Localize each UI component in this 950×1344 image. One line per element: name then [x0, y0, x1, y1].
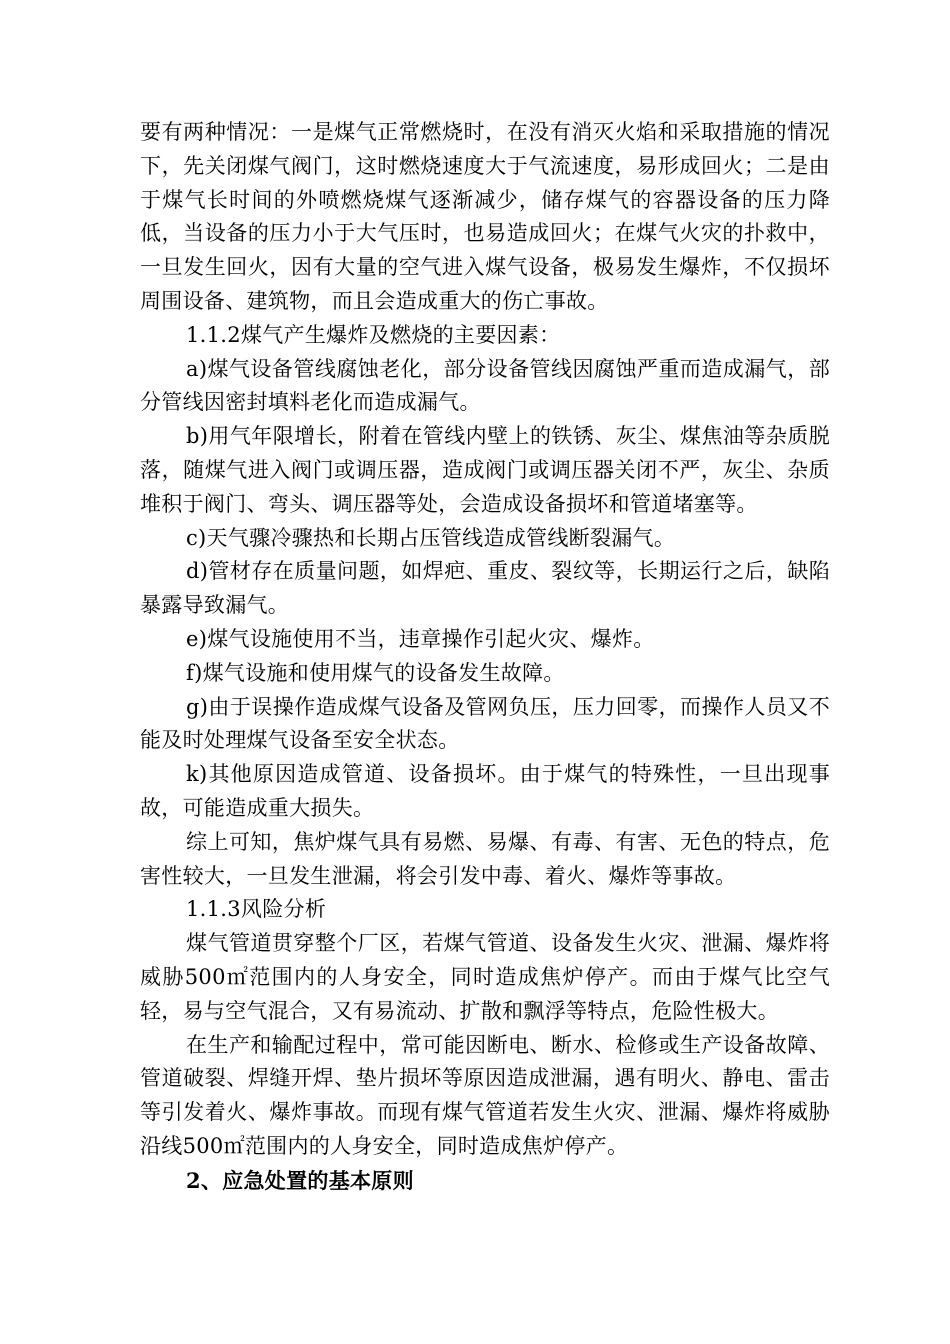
list-item-f: f)煤气设施和使用煤气的设备发生故障。 [186, 660, 565, 685]
list-item-c: c)天气骤冷骤热和长期占压管线造成管线断裂漏气。 [186, 525, 676, 550]
list-item-e: e)煤气设施使用不当，违章操作引起火灾、爆炸。 [186, 626, 655, 651]
paragraph-summary: 综上可知，焦炉煤气具有易燃、易爆、有毒、有害、无色的特点，危害性较大，一旦发生泄漏，将会引发中毒、着火、爆炸等事故。 [140, 829, 830, 888]
paragraph-gas-backfire: 要有两种情况：一是煤气正常燃烧时，在没有消灭火焰和采取措施的情况下，先关闭煤气阀门，这时燃烧速度大于气流速度，易形成回火；二是由于煤气长时间的外喷燃烧煤气逐渐减少，储存煤气的容器设备的压力降低，当设备的压力小于大气压时，也易造成回火；在煤气火灾的扑救中，一旦发生回火，因有大量的空气进入煤气设备，极易发生爆炸，不仅损坏周围设备、建筑物，而且会造成重大的伤亡事故。 [140, 120, 830, 313]
list-item-g: g)由于误操作造成煤气设备及管网负压，压力回零，而操作人员又不能及时处理煤气设备至安全状态。 [140, 694, 830, 753]
list-item-k: k)其他原因造成管道、设备损坏。由于煤气的特殊性，一旦出现事故，可能造成重大损失。 [140, 762, 830, 820]
list-item-d: d)管材存在质量问题，如焊疤、重皮、裂纹等，长期运行之后，缺陷暴露导致漏气。 [140, 559, 830, 618]
paragraph-risk-pipeline: 煤气管道贯穿整个厂区，若煤气管道、设备发生火灾、泄漏、爆炸将威胁500㎡范围内的人身安全，同时造成焦炉停产。而由于煤气比空气轻，易与空气混合，又有易流动、扩散和飘浮等特点，危险性极大。 [140, 931, 830, 1023]
subheading-1-1-2: 1.1.2煤气产生爆炸及燃烧的主要因素： [186, 322, 561, 347]
paragraph-risk-production: 在生产和输配过程中，常可能因断电、断水、检修或生产设备故障、管道破裂、焊缝开焊、垫片损坏等原因造成泄漏，遇有明火、静电、雷击等引发着火、爆炸事故。而现有煤气管道若发生火灾、泄漏、爆炸将威胁沿线500㎡范围内的人身安全，同时造成焦炉停产。 [140, 1032, 830, 1158]
body-text [140, 116, 830, 1198]
section-heading: 2、应急处置的基本原则 [186, 1167, 414, 1193]
list-item-b: b)用气年限增长，附着在管线内壁上的铁锈、灰尘、煤焦油等杂质脱落，随煤气进入阀门或调压器，造成阀门或调压器关闭不严，灰尘、杂质堆积于阀门、弯头、调压器等处，会造成设备损坏和管道堵塞等。 [140, 424, 830, 516]
list-item-a: a)煤气设备管线腐蚀老化，部分设备管线因腐蚀严重而造成漏气，部分管线因密封填料老化而造成漏气。 [140, 356, 830, 415]
subheading-1-1-3: 1.1.3风险分析 [186, 897, 327, 922]
